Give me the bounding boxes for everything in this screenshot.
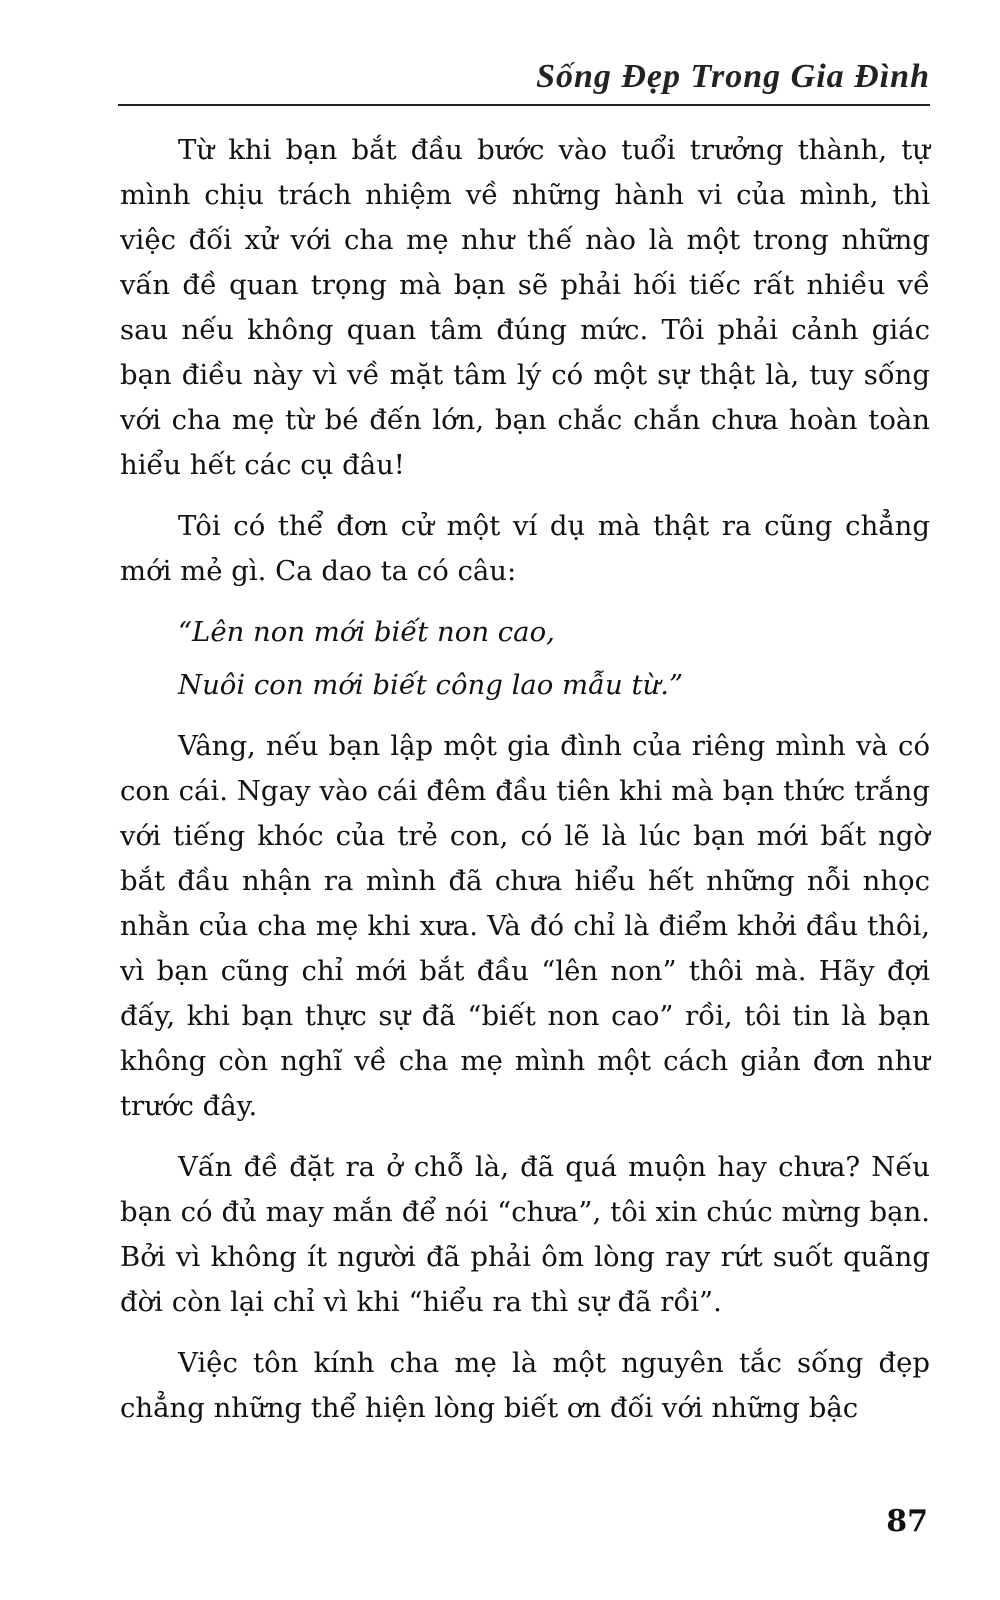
paragraph-5: Việc tôn kính cha mẹ là một nguyên tắc sống đẹp chẳng những thể hiện lòng biết ơn đối với những bậc — [120, 1347, 930, 1424]
verse-quote — [120, 610, 930, 708]
paragraph-4: Vấn đề đặt ra ở chỗ là, đã quá muộn hay chưa? Nếu bạn có đủ may mắn để nói “chưa”, tôi xin chúc mừng bạn. Bởi vì không ít người đã phải ôm lòng ray rứt suốt quãng đời còn lại chỉ vì khi “hiểu ra thì sự đã rồi”. — [120, 1151, 930, 1318]
verse-line-1: “Lên non mới biết non cao, — [178, 616, 555, 648]
paragraph-3: Vâng, nếu bạn lập một gia đình của riêng mình và có con cái. Ngay vào cái đêm đầu tiên khi mà bạn thức trắng với tiếng khóc của trẻ con, có lẽ là lúc bạn mới bất ngờ bắt đầu nhận ra mình đã chưa hiểu hết những nỗi nhọc nhằn của cha mẹ khi xưa. Và đó chỉ là điểm khởi đầu thôi, vì bạn cũng chỉ mới bắt đầu “lên non” thôi mà. Hãy đợi đấy, khi bạn thực sự đã “biết non cao” rồi, tôi tin là bạn không còn nghĩ về cha mẹ mình một cách giản đơn như trước đây. — [120, 730, 930, 1122]
body-text — [120, 128, 930, 1447]
verse-line-2: Nuôi con mới biết công lao mẫu từ.” — [178, 669, 684, 701]
paragraph-2: Tôi có thể đơn cử một ví dụ mà thật ra cũng chẳng mới mẻ gì. Ca dao ta có câu: — [120, 510, 930, 587]
paragraph-1: Từ khi bạn bắt đầu bước vào tuổi trưởng thành, tự mình chịu trách nhiệm về những hành vi của mình, thì việc đối xử với cha mẹ như thế nào là một trong những vấn đề quan trọng mà bạn sẽ phải hối tiếc rất nhiều về sau nếu không quan tâm đúng mức. Tôi phải cảnh giác bạn điều này vì về mặt tâm lý có một sự thật là, tuy sống với cha mẹ từ bé đến lớn, bạn chắc chắn chưa hoàn toàn hiểu hết các cụ đâu! — [120, 134, 930, 481]
page-number: 87 — [886, 1504, 928, 1539]
running-header: Sống Đẹp Trong Gia Đình — [536, 58, 930, 95]
header-rule — [118, 104, 930, 106]
